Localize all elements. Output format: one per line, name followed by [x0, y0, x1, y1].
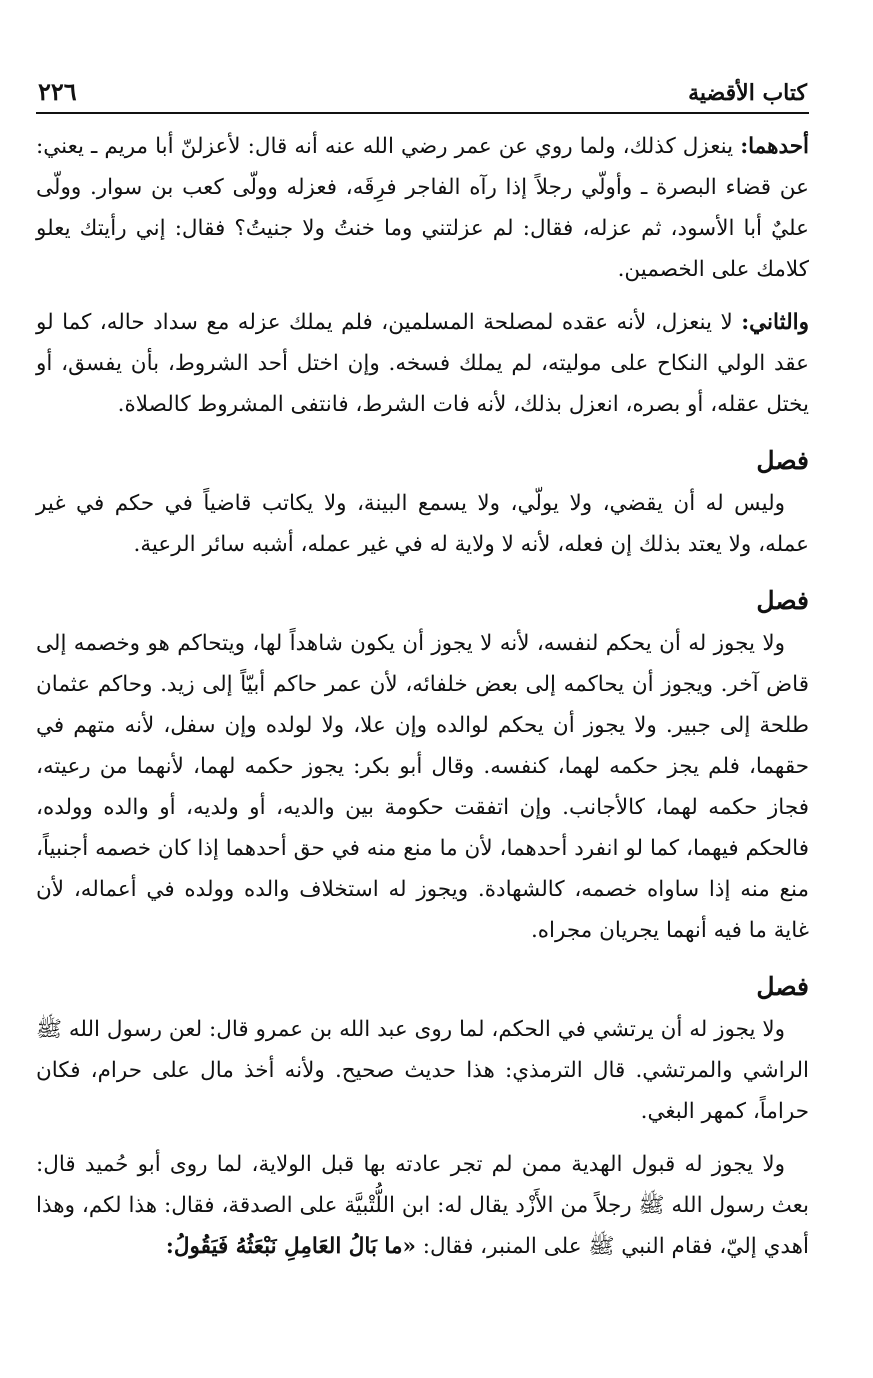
paragraph-second-opinion [36, 302, 809, 425]
page-header [36, 72, 809, 114]
section-heading-3: فصل [756, 972, 809, 1001]
paragraph-first-opinion [36, 126, 809, 290]
paragraph-body: لا ينعزل، لأنه عقده لمصلحة المسلمين، فلم يملك عزله مع سداد حاله، كما لو عقد الولي النكاح على موليته، لم يملك فسخه. وإن اختل أحد الشروط، بأن يفسق، أو يختل عقله، أو بصره، انعزل بذلك، لأنه فات الشرط، فانتفى المشروط كالصلاة. [36, 310, 809, 417]
book-title: كتاب الأقضية [688, 80, 807, 106]
section-2-paragraph: ولا يجوز له أن يحكم لنفسه، لأنه لا يجوز أن يكون شاهداً لها، ويتحاكم هو وخصمه إلى قاض آخر. ويجوز أن يحاكمه إلى بعض خلفائه، لأن عمر حاكم أبيّاً إلى زيد. وحاكم عثمان طلحة إلى جبير. ولا يجوز أن يحكم لوالده وإن علا، ولا لولده وإن سفل، لأنه متهم في حقهما، فلم يجز حكمه لهما، كنفسه. وقال أبو بكر: يجوز حكمه لهما، لأنهما من رعيته، فجاز حكمه لهما، كالأجانب. وإن اتفقت حكومة بين والديه، أو ولديه، أو والده وولده، فالحكم فيهما، كما لو انفرد أحدهما، لأن ما منع منه في حق أحدهما إذا كان خصمه أجنبياً، منع منه إذا ساواه خصمه، كالشهادة. ويجوز له استخلاف والده وولده في أعماله، لأن غاية ما فيه أنهما يجريان مجراه. [36, 631, 809, 943]
section-1-paragraph: وليس له أن يقضي، ولا يولّي، ولا يسمع البينة، ولا يكاتب قاضياً في حكم في غير عمله، ولا يعتد بذلك إن فعله، لأنه لا ولاية له في غير عمله، أشبه سائر الرعية. [36, 491, 809, 557]
paragraph-lead-word: والثاني: [741, 310, 809, 335]
paragraph-lead-word: أحدهما: [740, 134, 809, 159]
page-number: ٢٢٦ [38, 77, 77, 106]
section-heading-1: فصل [756, 446, 809, 475]
book-page [36, 72, 809, 1267]
paragraph-gift-ruling [36, 1144, 809, 1267]
section-3-paragraph: ولا يجوز له أن يرتشي في الحكم، لما روى عبد الله بن عمرو قال: لعن رسول الله ﷺ الراشي والمرتشي. قال الترمذي: هذا حديث صحيح. ولأنه أخذ مال على حرام، فكان حراماً، كمهر البغي. [36, 1017, 809, 1124]
section-heading-2: فصل [756, 586, 809, 615]
paragraph-body: ولا يجوز له قبول الهدية ممن لم تجر عادته بها قبل الولاية، لما روى أبو حُميد قال: بعث رسول الله ﷺ رجلاً من الأَزْد يقال له: ابن اللُّتْبيَّة على الصدقة، فقال: هذا لكم، وهذا أهدي إليّ، فقام النبي ﷺ على المنبر، فقال: [36, 1152, 809, 1259]
paragraph-body: ينعزل كذلك، ولما روي عن عمر رضي الله عنه أنه قال: لأعزلنّ أبا مريم ـ يعني: عن قضاء البصرة ـ وأولّي رجلاً إذا رآه الفاجر فرِقَه، فعزله وولّى كعب بن سوار. وولّى عليٌ أبا الأسود، ثم عزله، فقال: لم عزلتني وما خنتُ ولا جنيتُ؟ فقال: إني رأيتك يعلو كلامك على الخصمين. [36, 134, 809, 282]
hadith-quote: «ما بَالُ العَامِلِ نَبْعَثُهُ فَيَقُولُ: [165, 1234, 416, 1259]
